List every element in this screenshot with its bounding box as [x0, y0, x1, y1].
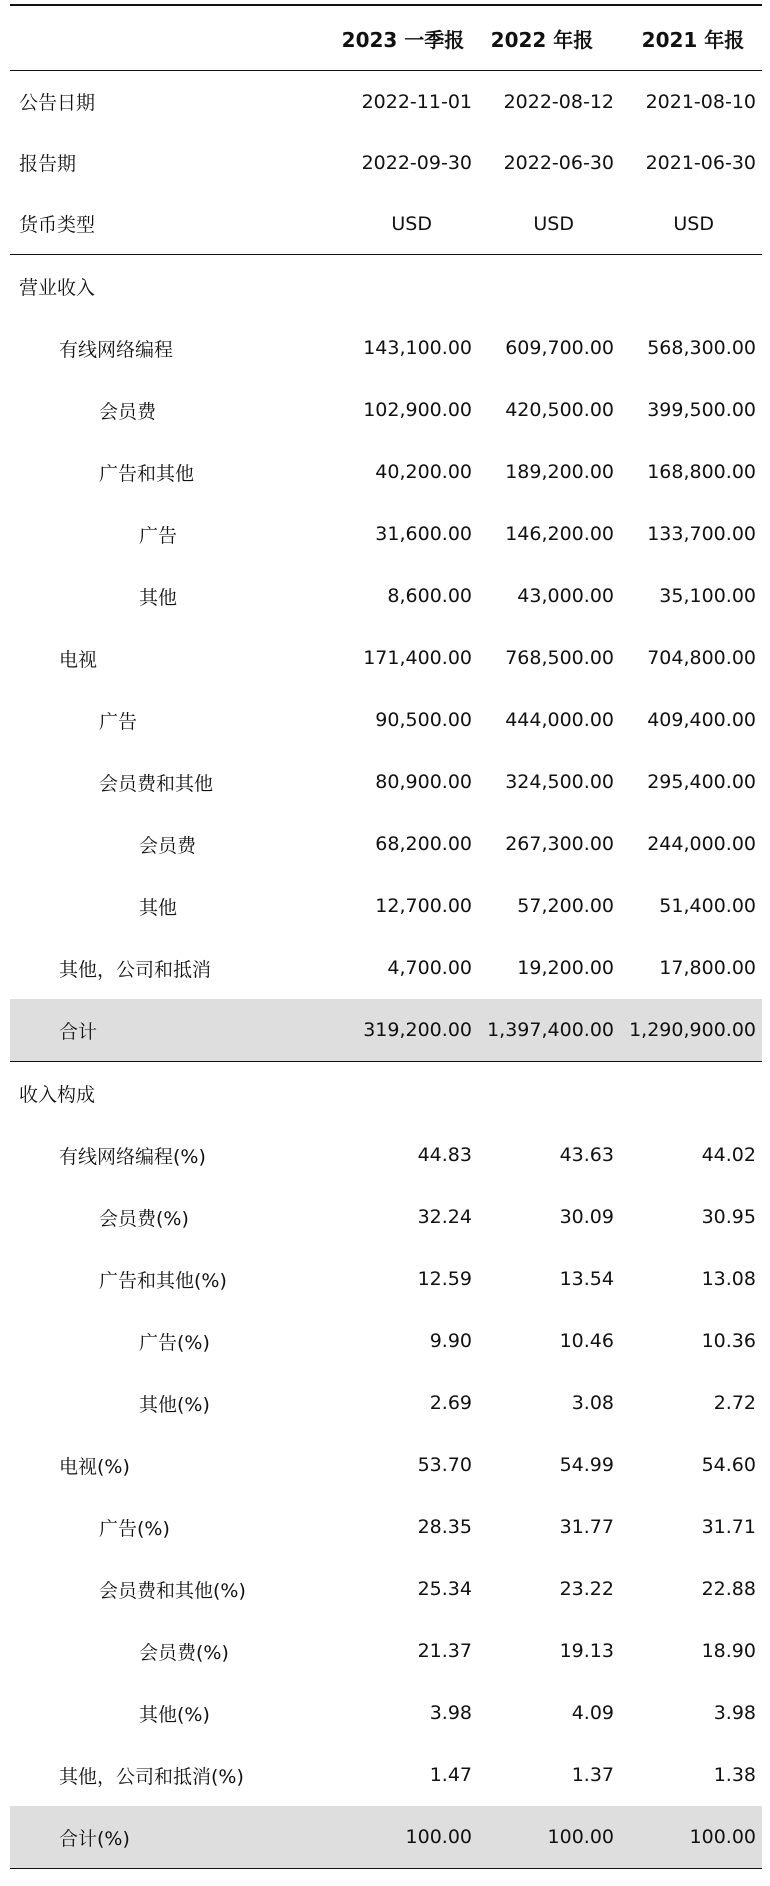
- cell-value: 10.46: [559, 1330, 614, 1352]
- row-label: 广告: [99, 710, 138, 733]
- section-title-row: [10, 255, 762, 317]
- cell-value: USD: [673, 212, 714, 235]
- cell-value: 2022-06-30: [503, 151, 614, 174]
- row-label: 广告(%): [99, 1517, 170, 1540]
- table-row: [10, 813, 762, 875]
- cell-value: 3.98: [713, 1702, 756, 1724]
- row-label: 电视(%): [59, 1455, 130, 1478]
- cell-value: 90,500.00: [375, 709, 472, 731]
- row-label: 其他: [139, 896, 178, 919]
- cell-value: 31,600.00: [375, 523, 472, 545]
- table-row: [10, 503, 762, 565]
- section-title-row: [10, 1062, 762, 1124]
- table-row: [10, 627, 762, 689]
- cell-value: 13.08: [701, 1268, 756, 1290]
- row-label: 有线网络编程: [59, 338, 174, 361]
- currency-row: [10, 193, 762, 255]
- cell-value: 2022-09-30: [361, 151, 472, 174]
- table-row: [10, 1496, 762, 1558]
- row-label: 广告和其他(%): [99, 1269, 227, 1292]
- table-row: [10, 1124, 762, 1186]
- table-row: [10, 1248, 762, 1310]
- cell-value: 57,200.00: [517, 895, 614, 917]
- row-label: 合计: [59, 1020, 98, 1043]
- table-row: [10, 1558, 762, 1620]
- table-row: [10, 1372, 762, 1434]
- cell-value: 2.69: [429, 1392, 472, 1414]
- cell-value: 2021-06-30: [645, 151, 756, 174]
- cell-value: 4.09: [571, 1702, 614, 1724]
- row-label: 会员费(%): [99, 1207, 189, 1230]
- row-label: 会员费: [139, 834, 197, 857]
- cell-value: 1.37: [571, 1764, 614, 1786]
- cell-value: 68,200.00: [375, 833, 472, 855]
- cell-value: 28.35: [417, 1516, 472, 1538]
- cell-value: 13.54: [559, 1268, 614, 1290]
- row-label: 广告(%): [139, 1331, 210, 1354]
- cell-value: 143,100.00: [363, 337, 472, 359]
- row-label: 广告和其他: [99, 462, 195, 485]
- row-label: 会员费和其他(%): [99, 1579, 246, 1602]
- report-period-row: [10, 132, 762, 193]
- cell-value: 146,200.00: [505, 523, 614, 545]
- cell-value: 409,400.00: [647, 709, 756, 731]
- cell-value: 324,500.00: [505, 771, 614, 793]
- announcement-date-row: [10, 71, 762, 132]
- cell-value: 54.99: [559, 1454, 614, 1476]
- table-row: [10, 875, 762, 937]
- table-row: [10, 1744, 762, 1806]
- cell-value: 17,800.00: [659, 957, 756, 979]
- table-row: [10, 689, 762, 751]
- cell-value: 19,200.00: [517, 957, 614, 979]
- cell-value: 53.70: [417, 1454, 472, 1476]
- row-label: 合计(%): [59, 1827, 130, 1850]
- row-label: 其他: [139, 586, 178, 609]
- cell-value: 35,100.00: [659, 585, 756, 607]
- cell-value: 171,400.00: [363, 647, 472, 669]
- row-label: 公告日期: [19, 92, 96, 114]
- cell-value: 21.37: [417, 1640, 472, 1662]
- cell-value: 2022-08-12: [503, 90, 614, 113]
- row-label: 会员费(%): [139, 1641, 229, 1664]
- cell-value: 22.88: [701, 1578, 756, 1600]
- table-row: [10, 1310, 762, 1372]
- row-label: 其他，公司和抵消(%): [59, 1765, 244, 1788]
- revenue-total-row: [10, 999, 762, 1062]
- table-row: [10, 1682, 762, 1744]
- cell-value: 8,600.00: [387, 585, 472, 607]
- table-row: [10, 565, 762, 627]
- cell-value: 54.60: [701, 1454, 756, 1476]
- cell-value: 43,000.00: [517, 585, 614, 607]
- cell-value: 3.98: [429, 1702, 472, 1724]
- row-label: 报告期: [19, 153, 77, 175]
- cell-value: 295,400.00: [647, 771, 756, 793]
- cell-value: 168,800.00: [647, 461, 756, 483]
- cell-value: 2021-08-10: [645, 90, 756, 113]
- cell-value: 40,200.00: [375, 461, 472, 483]
- column-header-2021-annual: 2021 年报: [641, 27, 745, 52]
- cell-value: 319,200.00: [363, 1019, 472, 1041]
- composition-total-row: [10, 1806, 762, 1869]
- table-row: [10, 937, 762, 999]
- table-row: [10, 317, 762, 379]
- cell-value: 43.63: [559, 1144, 614, 1166]
- cell-value: 51,400.00: [659, 895, 756, 917]
- row-label: 广告: [139, 524, 178, 547]
- cell-value: 133,700.00: [647, 523, 756, 545]
- cell-value: USD: [533, 212, 574, 235]
- row-label: 其他，公司和抵消: [59, 958, 212, 981]
- cell-value: 80,900.00: [375, 771, 472, 793]
- row-label: 电视: [59, 648, 98, 671]
- cell-value: 10.36: [701, 1330, 756, 1352]
- cell-value: 32.24: [417, 1206, 472, 1228]
- cell-value: 399,500.00: [647, 399, 756, 421]
- cell-value: 25.34: [417, 1578, 472, 1600]
- cell-value: 100.00: [547, 1826, 614, 1848]
- cell-value: 23.22: [559, 1578, 614, 1600]
- cell-value: 31.71: [701, 1516, 756, 1538]
- table-header-row: [10, 4, 762, 71]
- row-label: 其他(%): [139, 1703, 210, 1726]
- row-label: 会员费: [99, 400, 157, 423]
- table-row: [10, 379, 762, 441]
- cell-value: 9.90: [429, 1330, 472, 1352]
- cell-value: 2.72: [713, 1392, 756, 1414]
- cell-value: 4,700.00: [387, 957, 472, 979]
- cell-value: 44.83: [417, 1144, 472, 1166]
- row-label: 有线网络编程(%): [59, 1145, 206, 1168]
- cell-value: 1.47: [429, 1764, 472, 1786]
- cell-value: USD: [391, 212, 432, 235]
- row-label: 会员费和其他: [99, 772, 214, 795]
- cell-value: 1,290,900.00: [629, 1019, 756, 1041]
- cell-value: 3.08: [571, 1392, 614, 1414]
- cell-value: 100.00: [689, 1826, 756, 1848]
- cell-value: 244,000.00: [647, 833, 756, 855]
- cell-value: 12,700.00: [375, 895, 472, 917]
- table-row: [10, 441, 762, 503]
- cell-value: 568,300.00: [647, 337, 756, 359]
- table-row: [10, 751, 762, 813]
- table-row: [10, 1186, 762, 1248]
- cell-value: 768,500.00: [505, 647, 614, 669]
- cell-value: 30.95: [701, 1206, 756, 1228]
- cell-value: 44.02: [701, 1144, 756, 1166]
- cell-value: 609,700.00: [505, 337, 614, 359]
- cell-value: 444,000.00: [505, 709, 614, 731]
- cell-value: 102,900.00: [363, 399, 472, 421]
- cell-value: 420,500.00: [505, 399, 614, 421]
- cell-value: 100.00: [405, 1826, 472, 1848]
- cell-value: 704,800.00: [647, 647, 756, 669]
- column-header-2023-q1: 2023 一季报: [341, 27, 465, 52]
- cell-value: 267,300.00: [505, 833, 614, 855]
- cell-value: 30.09: [559, 1206, 614, 1228]
- row-label: 货币类型: [19, 214, 96, 236]
- cell-value: 12.59: [417, 1268, 472, 1290]
- table-row: [10, 1434, 762, 1496]
- cell-value: 1,397,400.00: [487, 1019, 614, 1041]
- cell-value: 2022-11-01: [361, 90, 472, 113]
- cell-value: 189,200.00: [505, 461, 614, 483]
- cell-value: 18.90: [701, 1640, 756, 1662]
- column-header-2022-annual: 2022 年报: [490, 27, 594, 52]
- cell-value: 31.77: [559, 1516, 614, 1538]
- cell-value: 19.13: [559, 1640, 614, 1662]
- cell-value: 1.38: [713, 1764, 756, 1786]
- row-label: 其他(%): [139, 1393, 210, 1416]
- section-title: 营业收入: [19, 276, 96, 299]
- financial-table: [10, 4, 762, 1869]
- section-title: 收入构成: [19, 1083, 96, 1106]
- table-row: [10, 1620, 762, 1682]
